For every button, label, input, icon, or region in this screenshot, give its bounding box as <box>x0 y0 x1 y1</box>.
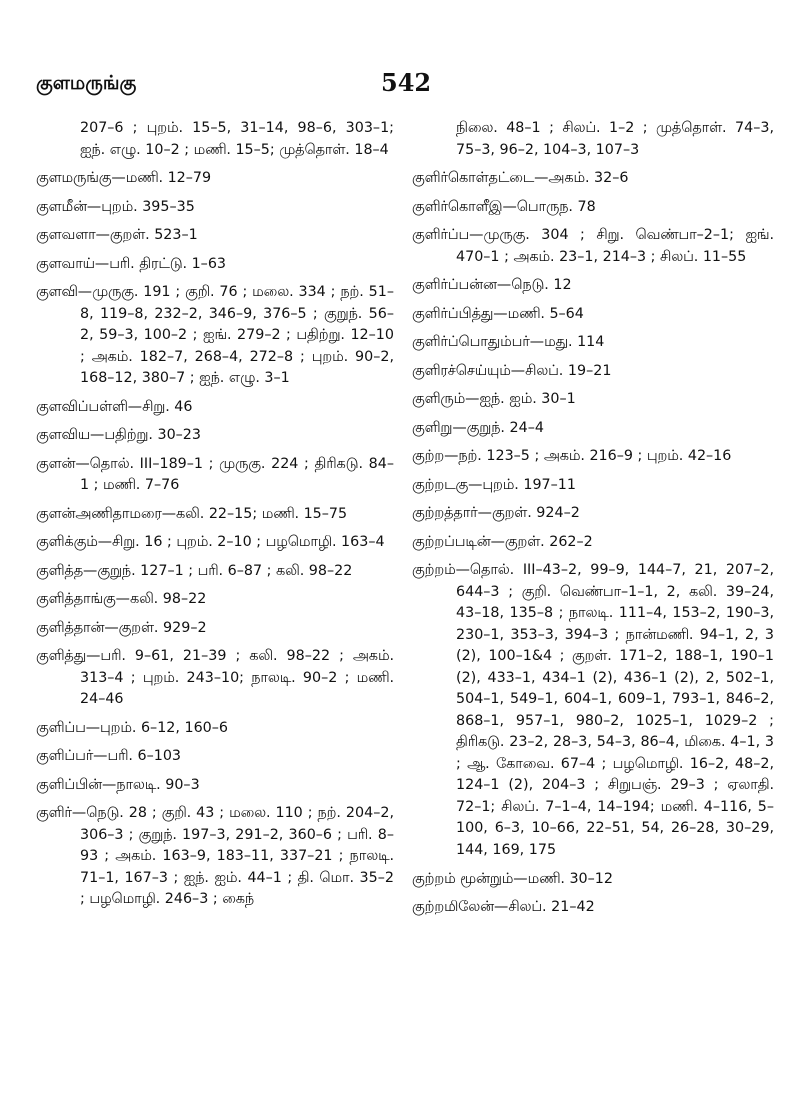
index-entry: குளவளா—குறள். 523–1 <box>36 227 198 243</box>
index-entry: குளிர்கொள்தட்டை—அகம். 32–6 <box>412 170 629 186</box>
index-entry: குளிரச்செய்யும்—சிலப். 19–21 <box>412 362 612 379</box>
index-entry: குளிர்—நெடு. 28 ; குறி. 43 ; மலை. 110 ; நற். 204–2, 306–3 ; குறுந். 197–3, 291–2, 360–6 ; பரி. 8–93 ; அகம். 163–9, 183–11, 337–21 ; நாலடி. 71–1, 167–3 ; ஐந். ஐம். 44–1 ; தி. மொ. 35–2 ; பழமொழி. 246–3 ; கைந் <box>36 805 394 907</box>
index-entry: குளவிய—பதிற்று. 30–23 <box>36 427 202 443</box>
index-entry: குளித்து—பரி. 9–61, 21–39 ; கலி. 98–22 ; அகம். 313–4 ; புறம். 243–10; நாலடி. 90–2 ; மணி. 24–46 <box>36 648 394 707</box>
index-entry: குளிர்ப்பித்து—மணி. 5–64 <box>412 305 584 322</box>
index-entry: குற்றமிலேன்—சிலப். 21–42 <box>412 898 595 915</box>
index-entry: நிலை. 48–1 ; சிலப். 1–2 ; முத்தொள். 74–3, 75–3, 96–2, 104–3, 107–3 <box>456 120 774 158</box>
index-entry: குளன்—தொல். III–189–1 ; முருகு. 224 ; திரிகடு. 84–1 ; மணி. 7–76 <box>36 455 394 493</box>
index-entry: குளிப்பர்—பரி. 6–103 <box>36 748 182 764</box>
running-head-word: குளமருங்கு <box>36 72 137 94</box>
index-entry: குளிப்பின்—நாலடி. 90–3 <box>36 776 200 793</box>
index-entry: குளித்த—குறுந். 127–1 ; பரி. 6–87 ; கலி. 98–22 <box>36 562 353 579</box>
index-entry: குற்றப்படின்—குறள். 262–2 <box>412 533 593 550</box>
index-entry: குளிர்கொளீஇ—பொருந. 78 <box>412 198 596 215</box>
right-column <box>412 118 774 924</box>
index-entry: குளிப்ப—புறம். 6–12, 160–6 <box>36 719 229 736</box>
index-entry: குளித்தாங்கு—கலி. 98–22 <box>36 591 207 607</box>
index-entry: குளவாய்—பரி. திரட்டு. 1–63 <box>36 255 227 272</box>
page-number: 542 <box>381 68 432 97</box>
index-entry: குற்றடகு—புறம். 197–11 <box>412 476 576 493</box>
index-entry: குளிறு—குறுந். 24–4 <box>412 419 544 436</box>
index-entry: குளன்அணிதாமரை—கலி. 22–15; மணி. 15–75 <box>36 505 348 522</box>
index-entry: குளிர்ப்ப—முருகு. 304 ; சிறு. வெண்பா–2–1; ஐங். 470–1 ; அகம். 23–1, 214–3 ; சிலப். 11–55 <box>412 227 774 265</box>
index-entry: குளித்தான்—குறள். 929–2 <box>36 619 207 636</box>
index-entry: குளவிப்பள்ளி—சிறு. 46 <box>36 398 193 415</box>
index-entry: குளமருங்கு—மணி. 12–79 <box>36 170 212 186</box>
index-entry: குற்றத்தார்—குறள். 924–2 <box>412 505 580 521</box>
index-entry: குளிர்ப்பொதும்பர்—மது. 114 <box>412 334 605 350</box>
index-entry: குளவி—முருகு. 191 ; குறி. 76 ; மலை. 334 ; நற். 51–8, 119–8, 232–2, 346–9, 376–5 ; குறுந். 56–2, 59–3, 100–2 ; ஐங். 279–2 ; பதிற்று. 12–10 ; அகம். 182–7, 268–4, 272–8 ; புறம். 90–2, 168–12, 380–7 ; ஐந். எழு. 3–1 <box>36 284 394 386</box>
page-header <box>36 68 766 106</box>
column-tail <box>412 869 774 918</box>
index-entry: குற்ற—நற். 123–5 ; அகம். 216–9 ; புறம். 42–16 <box>412 448 732 464</box>
index-entry: குளிர்ப்பன்ன—நெடு. 12 <box>412 277 572 293</box>
index-entry: குளமீன்—புறம். 395–35 <box>36 198 195 215</box>
index-entry: குளிக்கும்—சிறு. 16 ; புறம். 2–10 ; பழமொழி. 163–4 <box>36 534 385 550</box>
index-entry: 207–6 ; புறம். 15–5, 31–14, 98–6, 303–1; ஐந். எழு. 10–2 ; மணி. 15–5; முத்தொள். 18–4 <box>80 120 394 158</box>
index-entry: குற்றம் மூன்றும்—மணி. 30–12 <box>412 871 613 887</box>
index-entry: குற்றம்—தொல். III–43–2, 99–9, 144–7, 21, 207–2, 644–3 ; குறி. வெண்பா–1–1, 2, கலி. 39–24, 43–18, 135–8 ; நாலடி. 111–4, 153–2, 190–3, 230–1, 353–3, 394–3 ; நான்மணி. 94–1, 2, 3 (2), 100–1&4 ; குறள். 171–2, 188–1, 190–1 (2), 433–1, 434–1 (2), 436–1 (2), 2, 502–1, 504–1, 549–1, 604–1, 609–1, 793–1, 846–2, 868–1, 957–1, 980–2, 1025–1, 1029–2 ; திரிகடு. 23–2, 28–3, 54–3, 86–4, மிகை. 4–1, 3 ; ஆ. கோவை. 67–4 ; பழமொழி. 16–2, 48–2, 124–1 (2), 204–3 ; சிறுபஞ். 29–3 ; ஏலாதி. 72–1; சிலப். 7–1–4, 14–194; மணி. 4–116, 5–100, 6–3, 10–66, 22–51, 54, 26–28, 30–29, 144, 169, 175 <box>412 562 774 858</box>
left-column <box>36 118 394 918</box>
index-entry: குளிரும்—ஐந். ஐம். 30–1 <box>412 391 576 407</box>
